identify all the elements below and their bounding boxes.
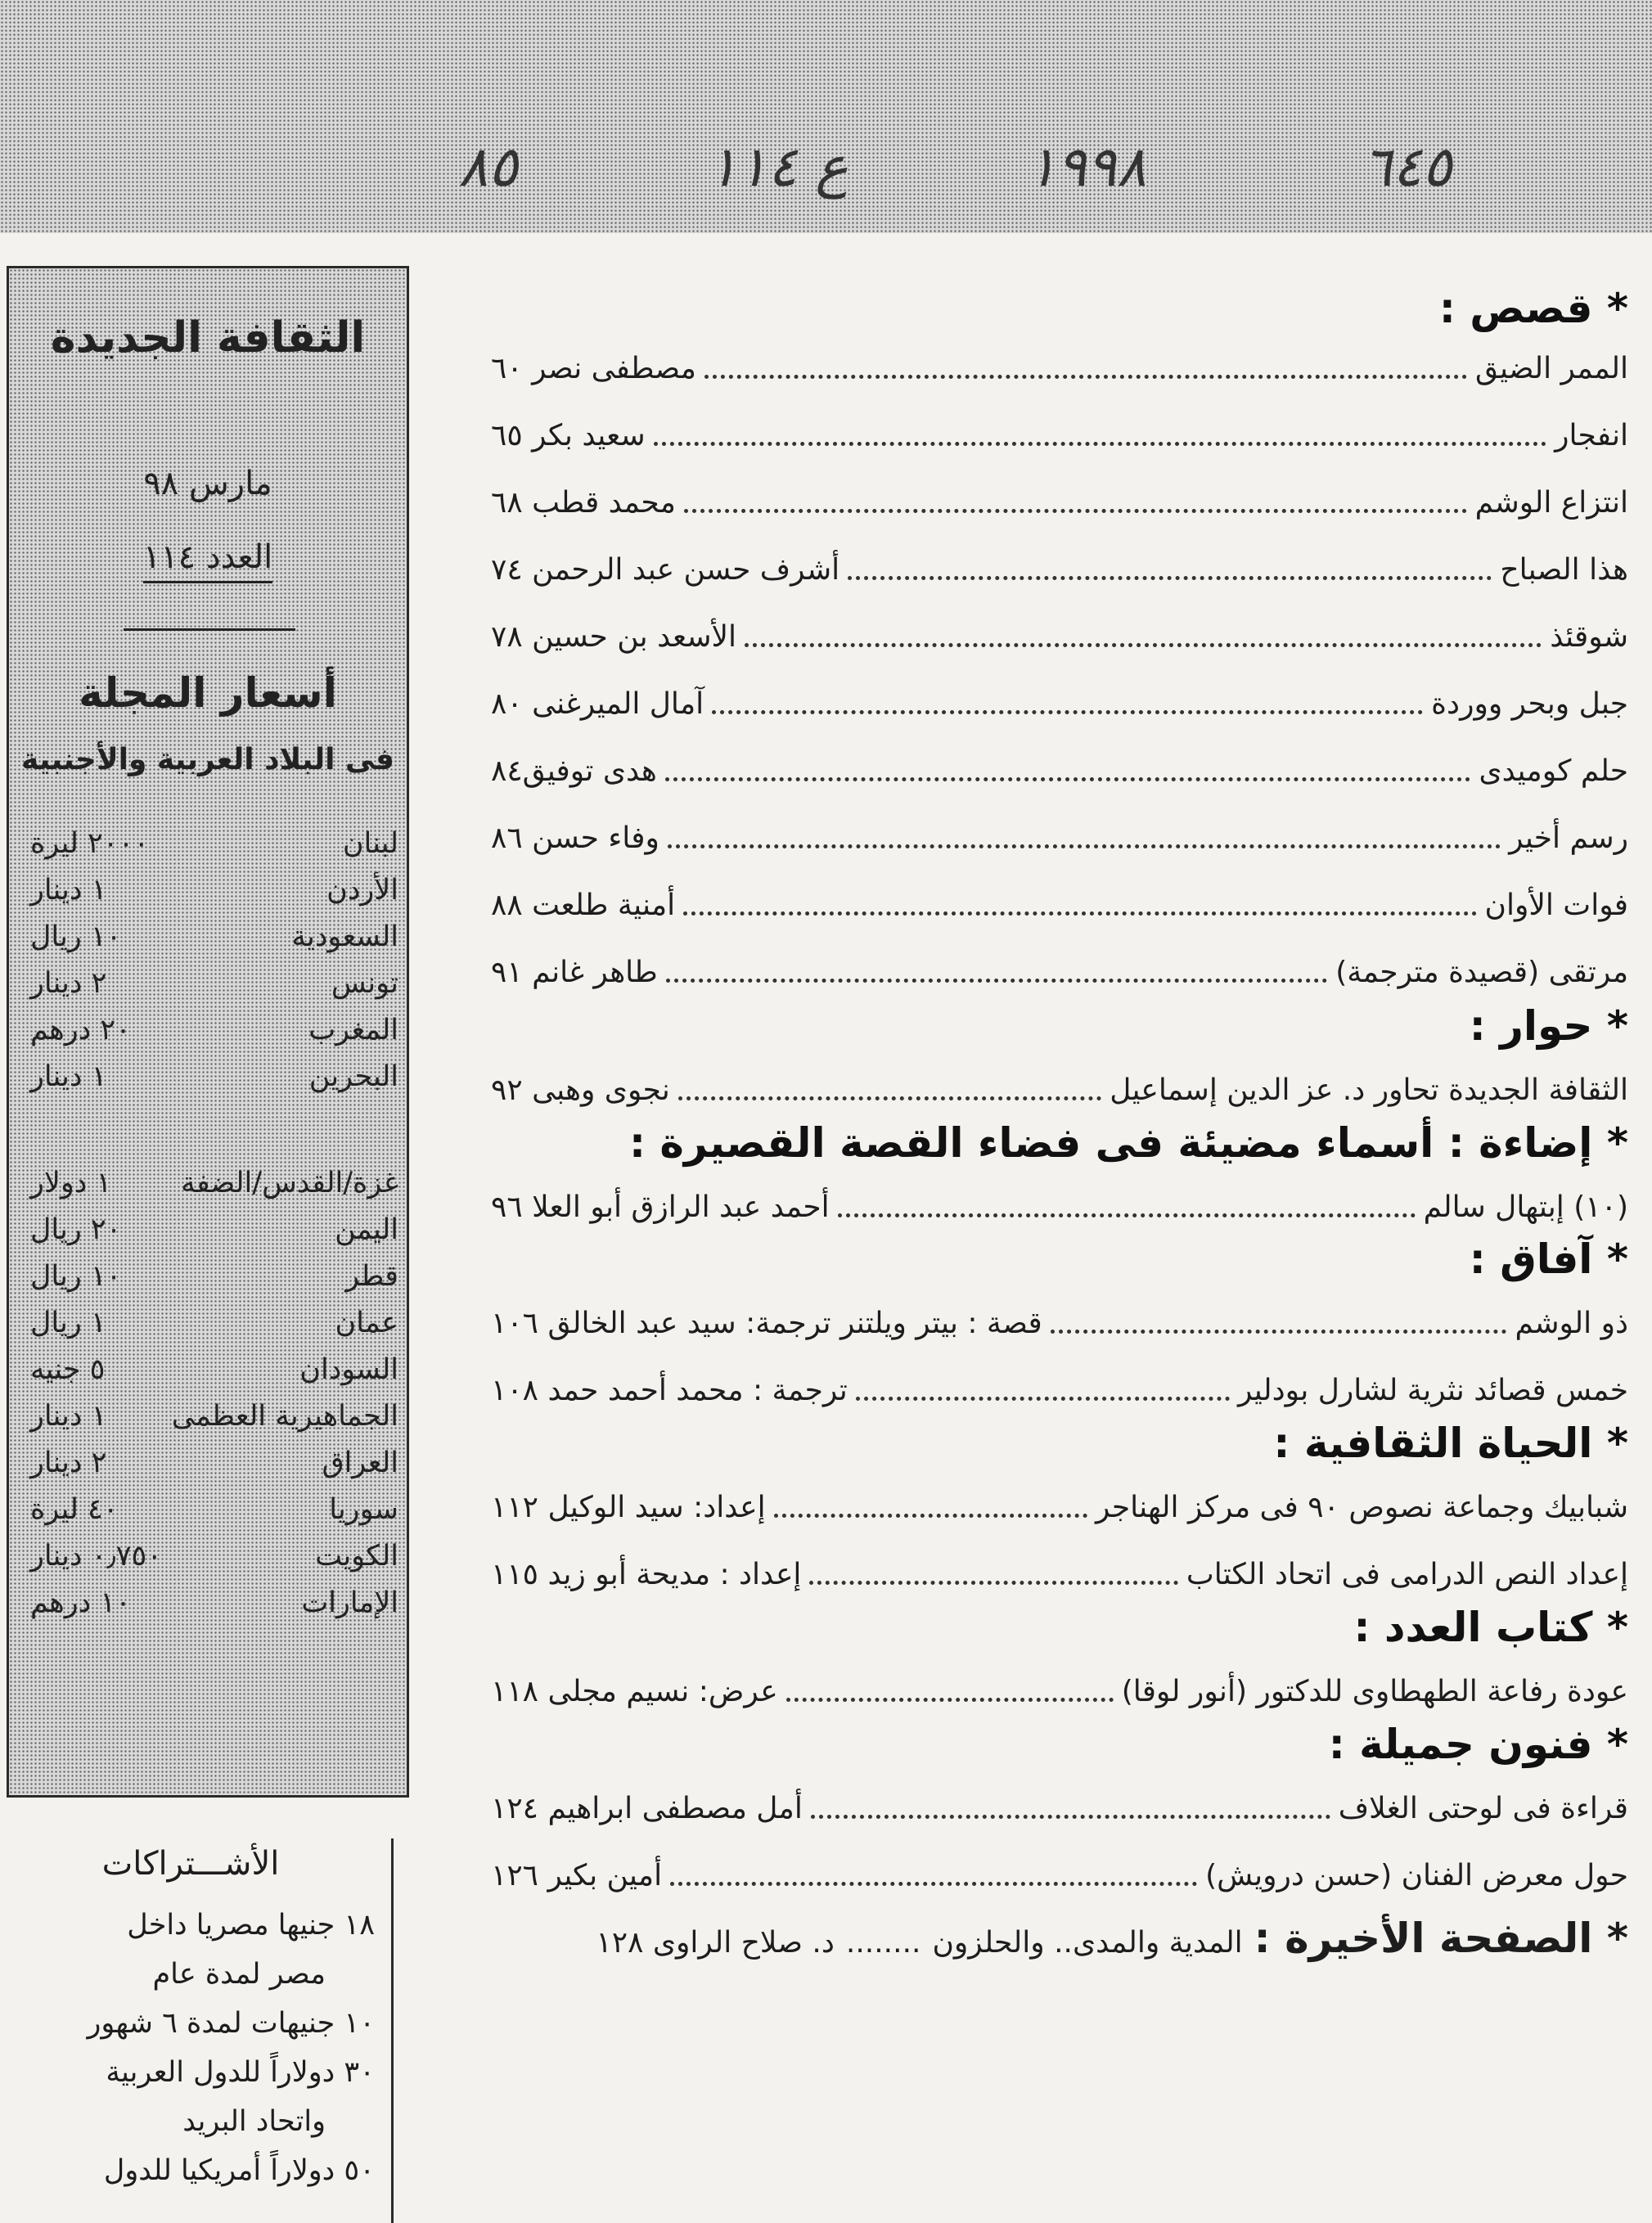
entry-author: نجوى وهبى ٩٢ [491,1073,670,1107]
toc-entry [491,679,1628,728]
price-row [30,1253,398,1299]
section-title-horizons: * آفاق : [1469,1235,1628,1283]
toc-entry [491,813,1628,862]
last-page-entry: * الصفحة الأخيرة : المدية والمدى.. والحلزون ........ د. صلاح الراوى ١٢٨ [596,1915,1628,1962]
price-row [30,1580,398,1626]
price: ١ دينار [30,1060,107,1093]
entry-title: خمس قصائد نثرية لشارل بودلير [1237,1373,1628,1407]
subscription-line: ١٠ جنيهات لمدة ٦ شهور [87,2007,375,2040]
toc-entry [491,746,1628,795]
country: العراق [322,1447,398,1479]
entry-author: أمنية طلعت ٨٨ [491,888,676,922]
entry-title: رسم أخير [1509,821,1628,855]
entry-title: عودة رفاعة الطهطاوى للدكتور (أنور لوقا) [1121,1674,1628,1708]
toc-entry [491,1851,1628,1900]
country: الجماهيرية العظمى [171,1400,398,1433]
issue-date: مارس ٩٨ [143,465,272,502]
toc-entry [491,612,1628,661]
toc-entry [491,411,1628,460]
toc-entry [491,1182,1628,1231]
last-page-title: المدية والمدى.. والحلزون [932,1926,1243,1960]
entry-author: آمال الميرغنى ٨٠ [491,686,704,721]
entry-author: محمد قطب ٦٨ [491,485,676,520]
price: ٢ دينار [30,1447,107,1479]
entry-author: الأسعد بن حسين ٧٨ [491,619,737,654]
toc-entry [491,1483,1628,1532]
price-row [30,867,398,913]
entry-author: أمين بكير ١٢٦ [491,1858,663,1892]
toc-entry [491,478,1628,527]
price-row [30,1207,398,1253]
entry-author: إعداد: سيد الوكيل ١١٢ [491,1490,766,1524]
price-row [30,1393,398,1439]
entry-author: إعداد : مديحة أبو زيد ١١٥ [491,1557,802,1591]
toc-entry [491,344,1628,393]
entry-title: (١٠) إبتهال سالم [1423,1190,1628,1224]
entry-author: مصطفى نصر ٦٠ [491,351,696,385]
country: الإمارات [301,1586,398,1619]
toc-entry [491,545,1628,594]
price-row [30,914,398,960]
country: البحرين [308,1060,398,1093]
entry-title: الثقافة الجديدة تحاور د. عز الدين إسماعيل [1110,1073,1628,1107]
country: الأردن [326,874,398,907]
entry-author: وفاء حسن ٨٦ [491,821,659,855]
handwritten-mark: ١٩٩٨ [1027,135,1147,200]
section-title-dialogue: * حوار : [1469,1002,1628,1050]
subscription-line: ٣٠ دولاراً للدول العربية [106,2056,375,2089]
country: لبنان [342,827,398,860]
subscription-line: واتحاد البريد [182,2105,326,2138]
price-row [30,1347,398,1393]
entry-title: شبابيك وجماعة نصوص ٩٠ فى مركز الهناجر [1096,1490,1628,1524]
issue-number [9,538,407,576]
price: ١٠ درهم [30,1586,131,1619]
price: ١ دولار [30,1167,112,1199]
price-row [30,1160,398,1206]
entry-author: ترجمة : محمد أحمد حمد ١٠٨ [491,1373,848,1407]
section-title-cultural-life: * الحياة الثقافية : [1273,1420,1628,1467]
entry-title: مرتقى (قصيدة مترجمة) [1335,955,1628,989]
toc-entry [491,1366,1628,1415]
toc-entry [491,947,1628,997]
toc-entry [491,1298,1628,1348]
price-row [30,1487,398,1532]
entry-title: انتزاع الوشم [1474,485,1628,520]
entry-title: هذا الصباح [1500,552,1628,587]
entry-title: قراءة فى لوحتى الغلاف [1338,1791,1628,1825]
price: ٢٠٠٠ ليرة [30,827,150,860]
toc-entry [491,880,1628,929]
issue-number-text: العدد ١١٤ [143,538,273,583]
country: الكويت [315,1540,398,1573]
section-title-book: * كتاب العدد : [1353,1604,1628,1651]
section-title-fine-arts: * فنون جميلة : [1328,1721,1628,1768]
price: ٤٠ ليرة [30,1493,119,1526]
subscription-line: مصر لمدة عام [152,1958,326,1991]
price-row [30,1533,398,1579]
entry-author: هدى توفيق٨٤ [491,754,657,788]
entry-title: إعداد النص الدرامى فى اتحاد الكتاب [1186,1557,1628,1591]
country: السودان [299,1353,398,1386]
section-title-stories: * قصص : [1438,285,1628,332]
price: ٢٠ ريال [30,1213,122,1246]
divider [124,628,295,631]
entry-author: طاهر غانم ٩١ [491,955,658,989]
price-row [30,1007,398,1053]
section-title-spotlight: * إضاءة : أسماء مضيئة فى فضاء القصة القصيرة : [629,1119,1628,1167]
toc-entry [491,1065,1628,1114]
entry-title: ذو الوشم [1515,1306,1628,1340]
entry-author: أمل مصطفى ابراهيم ١٢٤ [491,1791,803,1825]
price-row [30,821,398,866]
entry-title: حول معرض الفنان (حسن درويش) [1205,1858,1628,1892]
entry-title: الممر الضيق [1475,351,1628,385]
handwritten-mark: ٨٥ [458,135,519,200]
country: المغرب [308,1014,398,1046]
country: اليمن [335,1213,398,1246]
entry-author: أشرف حسن عبد الرحمن ٧٤ [491,552,840,587]
country: عمان [335,1307,398,1339]
handwritten-mark: ع ١١٤ [708,135,849,200]
entry-title: شوقئذ [1550,619,1628,654]
entry-title: انفجار [1555,418,1628,452]
entry-title: جبل وبحر ووردة [1431,686,1628,721]
toc-entry [491,1667,1628,1716]
subscription-line: ١٨ جنيها مصريا داخل [127,1909,375,1942]
price: ١ دينار [30,1400,107,1433]
entry-author: أحمد عبد الرازق أبو العلا ٩٦ [491,1190,830,1224]
last-page-author: د. صلاح الراوى ١٢٨ [596,1926,835,1960]
price: ١٠ ريال [30,1260,122,1293]
price-row [30,961,398,1006]
entry-title: حلم كوميدى [1479,754,1628,788]
subscriptions-section [7,1838,394,2223]
prices-subtitle: فى البلاد العربية والأجنبية [21,743,394,776]
price-row [30,1300,398,1346]
price: ١٠ ريال [30,920,122,953]
country: سوريا [329,1493,398,1526]
toc-entry [491,1550,1628,1599]
entry-author: عرض: نسيم مجلى ١١٨ [491,1674,778,1708]
price: ١ ريال [30,1307,106,1339]
handwritten-mark: ٦٤٥ [1362,135,1452,200]
price-row [30,1054,398,1100]
subscriptions-title: الأشـــتراكات [101,1845,280,1883]
country: تونس [331,967,398,1000]
magazine-name: الثقافة الجديدة [50,313,366,362]
country: السعودية [291,920,398,953]
country: غزة/القدس/الضفة [181,1167,398,1199]
price-row [30,1440,398,1486]
price: ٢٠ درهم [30,1014,131,1046]
price: ١ دينار [30,874,107,907]
entry-title: فوات الأوان [1484,888,1628,922]
top-header-band [0,0,1652,233]
price-box [7,266,409,1798]
price: ٠٫٧٥٠ دينار [30,1540,163,1573]
entry-author: قصة : بيتر ويلتنر ترجمة: سيد عبد الخالق ١٠٦ [491,1306,1042,1340]
price: ٢ دينار [30,967,107,1000]
last-page-label: * الصفحة الأخيرة : [1254,1915,1628,1962]
price: ٥ جنيه [30,1353,106,1386]
toc-entry [491,1784,1628,1833]
entry-author: سعيد بكر ٦٥ [491,418,646,452]
subscription-line: ٥٠ دولاراً أمريكيا للدول [103,2154,375,2187]
prices-title: أسعار المجلة [79,669,337,717]
country: قطر [345,1260,398,1293]
